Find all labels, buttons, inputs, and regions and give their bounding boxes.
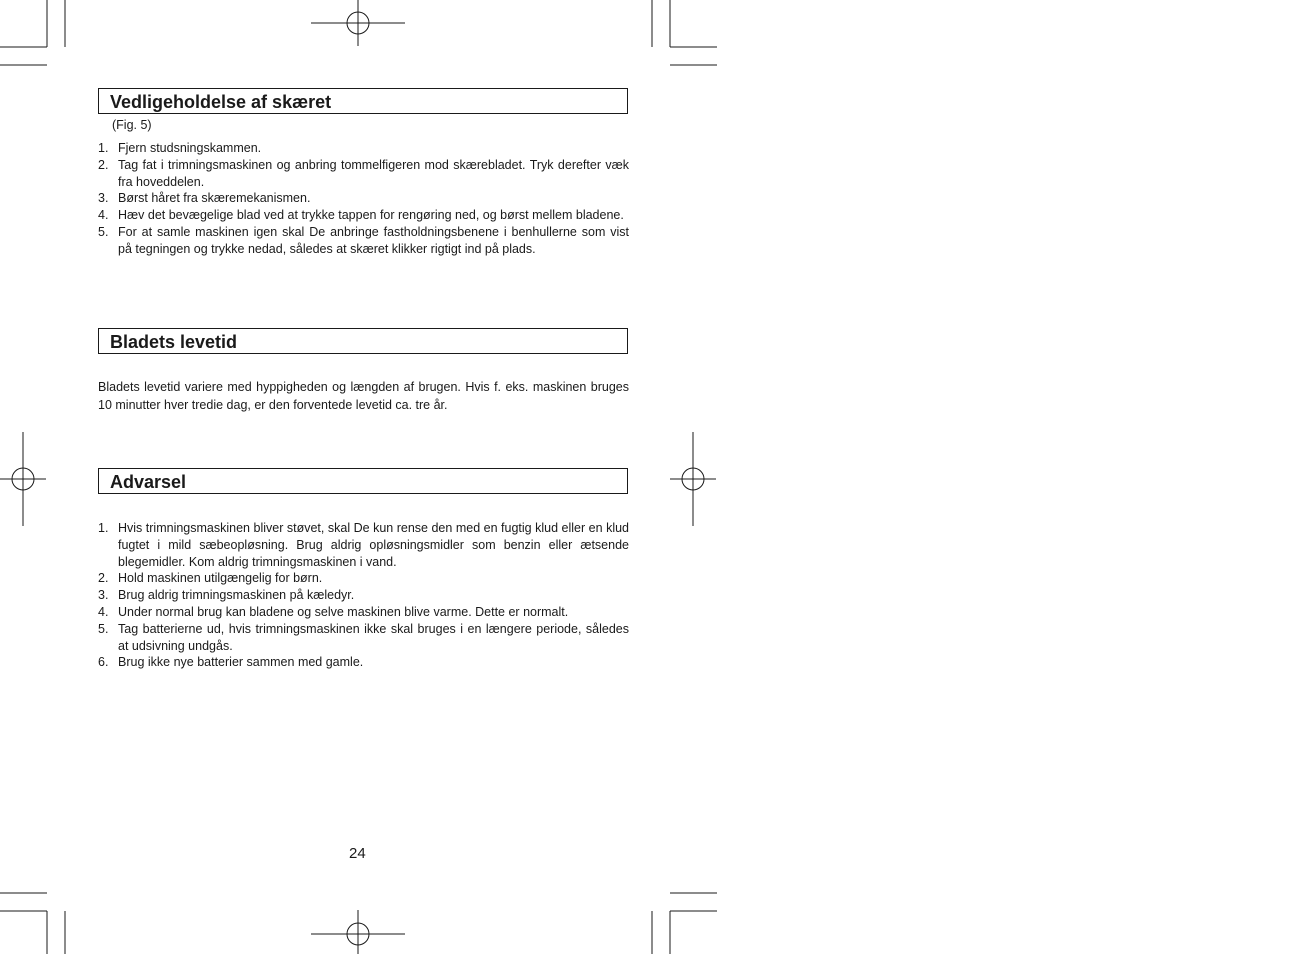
list-item: 2. Tag fat i trimningsmaskinen og anbring tommelfigeren mod skærebladet. Tryk derefter væk fra hoveddelen. [98, 157, 629, 189]
registration-mark-bottom [311, 910, 405, 954]
crop-mark-bottom-left [0, 893, 65, 954]
page-number: 24 [349, 845, 366, 862]
crop-mark-top-right [652, 0, 717, 65]
section-heading-box-maintenance [98, 88, 628, 114]
section-title-warning: Advarsel [110, 472, 187, 492]
registration-mark-right [670, 432, 716, 526]
section-heading-box-warning [98, 468, 628, 494]
list-item: 3. Børst håret fra skæremekanismen. [98, 191, 311, 206]
maintenance-steps-list [98, 140, 629, 258]
crop-mark-top-left [0, 0, 65, 65]
section-title-maintenance: Vedligeholdelse af skæret [110, 92, 332, 112]
registration-mark-top [311, 0, 405, 46]
list-item: 2. Hold maskinen utilgængelig for børn. [98, 571, 323, 586]
list-item: 6. Brug ikke nye batterier sammen med gamle. [98, 655, 364, 670]
list-item: 1. Fjern studsningskammen. [98, 141, 262, 155]
figure-reference: (Fig. 5) [112, 118, 152, 132]
list-item: 5. Tag batterierne ud, hvis trimningsmaskinen ikke skal bruges i en længere periode, således at udsivning undgås. [98, 621, 629, 653]
list-item: 1. Hvis trimningsmaskinen bliver støvet, skal De kun rense den med en fugtig klud eller en klud fugtet i mild sæbeopløsning. Brug aldrig opløsningsmidler som benzin eller ætsende blegemidler. Kom aldrig trimningsmaskinen i vand. [98, 521, 629, 569]
crop-mark-bottom-right [652, 893, 717, 954]
list-item: 4. Under normal brug kan bladene og selve maskinen blive varme. Dette er normalt. [98, 604, 569, 619]
warning-list [98, 520, 629, 671]
registration-mark-left [0, 432, 46, 526]
blade-life-paragraph: Bladets levetid variere med hyppigheden og længden af brugen. Hvis f. eks. maskinen bruges 10 minutter hver tredie dag, er den forventede levetid ca. tre år. [98, 380, 629, 412]
list-item: 3. Brug aldrig trimningsmaskinen på kæledyr. [98, 588, 355, 603]
section-title-blade-life: Bladets levetid [110, 332, 238, 352]
list-item: 5. For at samle maskinen igen skal De anbringe fastholdningsbenene i benhullerne som vist på tegningen og trykke nedad, således at skæret klikker rigtigt ind på plads. [98, 224, 629, 256]
section-heading-box-blade-life [98, 328, 628, 354]
list-item: 4. Hæv det bevægelige blad ved at trykke tappen for rengøring ned, og børst mellem bladene. [98, 208, 624, 223]
